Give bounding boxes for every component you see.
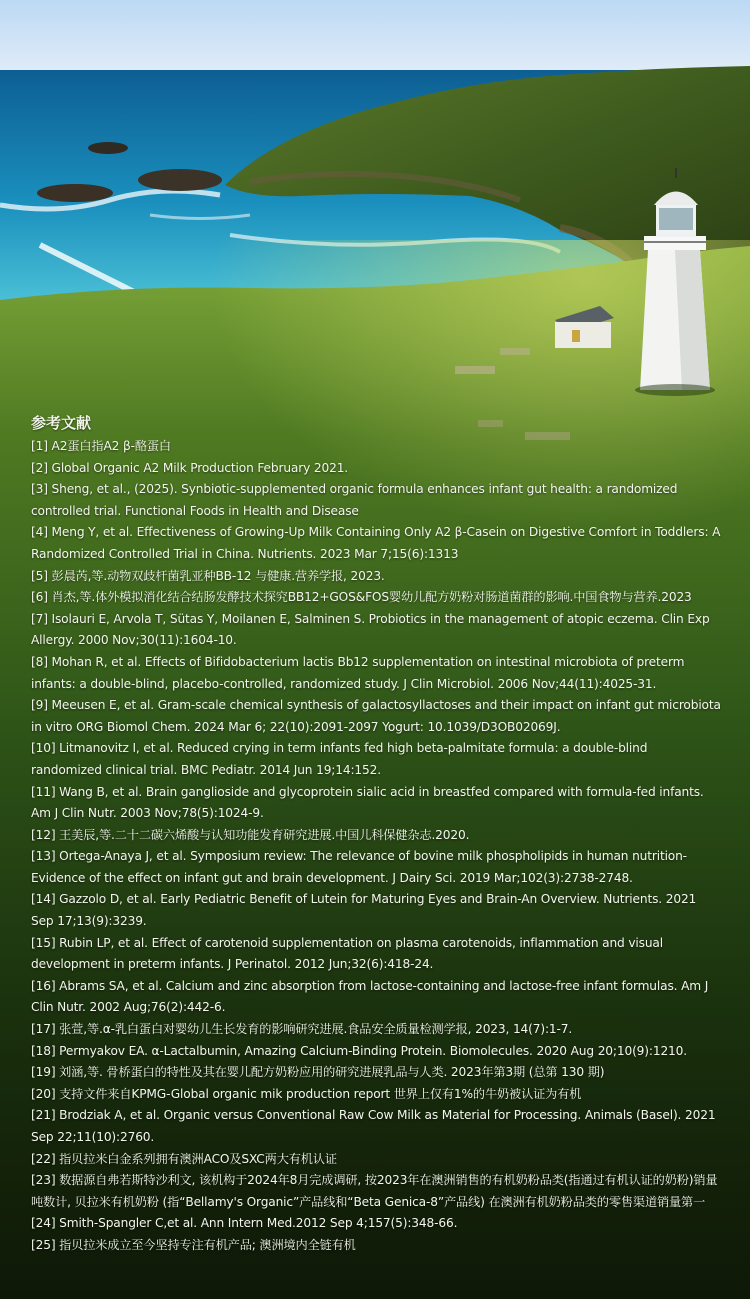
reference-item: [11] Wang B, et al. Brain ganglioside and glycoprotein sialic acid in breastfed compared with formula-fed infants. Am J Clin Nutr. 2003 Nov;78(5):1024-9. xyxy=(31,784,704,821)
reference-item: [22] 指贝拉米白金系列拥有澳洲ACO及SXC两大有机认证 xyxy=(31,1151,337,1166)
reference-item: [25] 指贝拉米成立至今坚持专注有机产品; 澳洲境内全链有机 xyxy=(31,1237,356,1252)
reference-item: [16] Abrams SA, et al. Calcium and zinc absorption from lactose-containing and lactose-free infant formulas. Am J Clin Nutr. 2002 Aug;76(2):442-6. xyxy=(31,978,709,1015)
reference-item: [20] 支持文件来自KPMG-Global organic mik production report 世界上仅有1%的牛奶被认证为有机 xyxy=(31,1086,582,1101)
reference-item: [1] A2蛋白指A2 β-酪蛋白 xyxy=(31,439,171,453)
reference-item: [15] Rubin LP, et al. Effect of carotenoid supplementation on plasma carotenoids, inflammation and visual development in preterm infants. J Perinatol. 2012 Jun;32(6):418-24. xyxy=(31,935,663,972)
references-title: 参考文献 xyxy=(31,414,92,432)
reference-item: [7] Isolauri E, Arvola T, Sütas Y, Moilanen E, Salminen S. Probiotics in the management of atopic eczema. Clin Exp Allergy. 2000 Nov;30(11):1604-10. xyxy=(31,611,710,648)
reference-item: [6] 肖杰,等.体外模拟消化结合结肠发酵技术探究BB12+GOS&FOS婴幼儿配方奶粉对肠道菌群的影响.中国食物与营养.2023 xyxy=(31,590,692,605)
reference-item: [12] 王美辰,等.二十二碳六烯酸与认知功能发育研究进展.中国儿科保健杂志.2020. xyxy=(31,827,470,842)
references-list xyxy=(31,436,721,1257)
reference-item: [4] Meng Y, et al. Effectiveness of Growing-Up Milk Containing Only A2 β-Casein on Digestive Comfort in Toddlers: A Randomized Controlled Trial in China. Nutrients. 2023 Mar 7;15(6):1313 xyxy=(31,525,721,561)
reference-item: [2] Global Organic A2 Milk Production February 2021. xyxy=(31,460,349,475)
reference-item: [21] Brodziak A, et al. Organic versus Conventional Raw Cow Milk as Material for Processing. Animals (Basel). 2021 Sep 22;11(10):2760. xyxy=(31,1108,716,1144)
reference-item: [19] 刘涵,等. 骨桥蛋白的特性及其在婴儿配方奶粉应用的研究进展乳品与人类. 2023年第3期 (总第 130 期) xyxy=(31,1065,605,1080)
references-section xyxy=(31,412,721,1257)
reference-item: [14] Gazzolo D, et al. Early Pediatric Benefit of Lutein for Maturing Eyes and Brain-An Overview. Nutrients. 2021 Sep 17;13(9):3239. xyxy=(31,892,697,929)
reference-item: [18] Permyakov EA. α-Lactalbumin, Amazing Calcium-Binding Protein. Biomolecules. 2020 Aug 20;10(9):1210. xyxy=(31,1043,687,1058)
reference-item: [13] Ortega-Anaya J, et al. Symposium review: The relevance of bovine milk phospholipids in human nutrition-Evidence of the effect on infant gut and brain development. J Dairy Sci. 2019 Mar;102(3):2738-2748. xyxy=(31,849,687,885)
reference-item: [5] 彭晨芮,等.动物双歧杆菌乳亚种BB-12 与健康.营养学报, 2023. xyxy=(31,568,385,583)
reference-item: [3] Sheng, et al., (2025). Synbiotic-supplemented organic formula enhances infant gut health: a randomized controlled trial. Functional Foods in Health and Disease xyxy=(31,482,678,518)
reference-item: [8] Mohan R, et al. Effects of Bifidobacterium lactis Bb12 supplementation on intestinal microbiota of preterm infants: a double-blind, placebo-controlled, randomized study. J Clin Microbiol. 2006 Nov;44(11):4025-31. xyxy=(31,654,685,691)
reference-item: [23] 数据源自弗若斯特沙利文, 该机构于2024年8月完成调研, 按2023年在澳洲销售的有机奶粉品类(指通过有机认证的奶粉)销量吨数计, 贝拉米有机奶粉 (指“Bellamy's Organic”产品线和“Beta Genica-8”产品线) 在澳洲有机奶粉品类的零售渠道销量第一 xyxy=(31,1173,718,1209)
reference-item: [9] Meeusen E, et al. Gram-scale chemical synthesis of galactosyllactoses and their impact on infant gut microbiota in vitro ORG Biomol Chem. 2024 Mar 6; 22(10):2091-2097 Yogurt: 10.1039/D3OB02069J. xyxy=(31,698,721,734)
reference-item: [10] Litmanovitz I, et al. Reduced crying in term infants fed high beta-palmitate formula: a double-blind randomized clinical trial. BMC Pediatr. 2014 Jun 19;14:152. xyxy=(31,741,648,777)
reference-item: [24] Smith-Spangler C,et al. Ann Intern Med.2012 Sep 4;157(5):348-66. xyxy=(31,1216,458,1231)
reference-item: [17] 张萱,等.α-乳白蛋白对婴幼儿生长发育的影响研究进展.食品安全质量检测学报, 2023, 14(7):1-7. xyxy=(31,1022,573,1037)
